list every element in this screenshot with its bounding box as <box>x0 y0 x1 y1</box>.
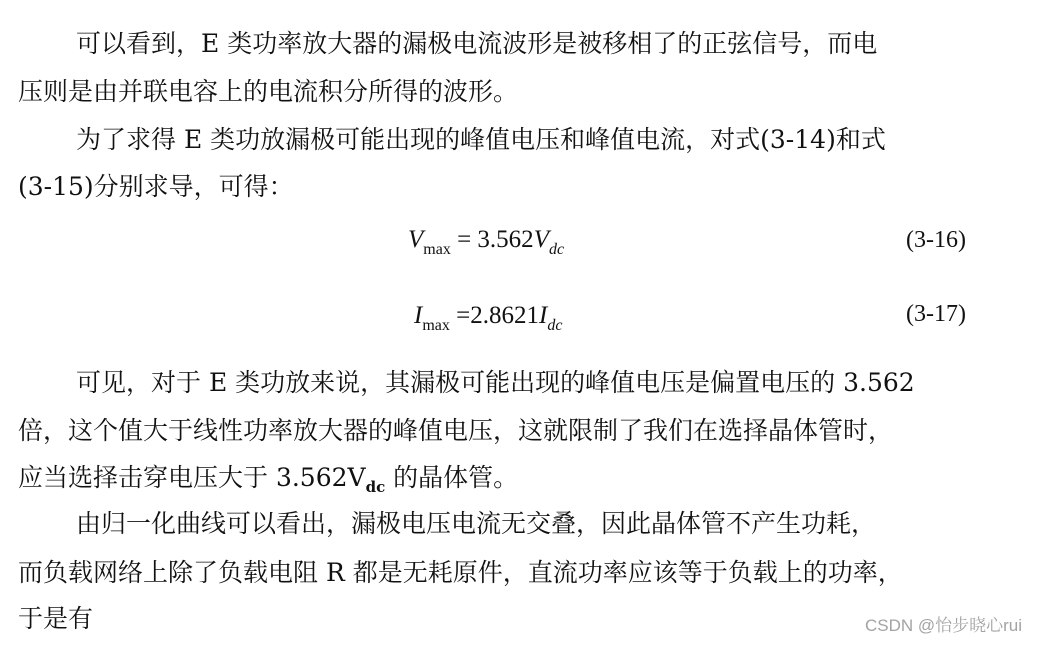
equation-imax-sub: max <box>422 317 450 334</box>
paragraph-4-line-3: 于是有 <box>18 604 94 633</box>
paragraph-4-line-2: 而负载网络上除了负载电阻 R 都是无耗原件，直流功率应该等于负载上的功率， <box>18 558 903 587</box>
paragraph-1-line-2: 压则是由并联电容上的电流积分所得的波形。 <box>18 77 519 106</box>
equation-vmax <box>408 224 564 259</box>
equation-number-3-16: (3-16) <box>906 227 966 253</box>
equation-number-3-17: (3-17) <box>906 301 966 327</box>
paragraph-2-line-1: 为了求得 E 类功放漏极可能出现的峰值电压和峰值电流，对式(3-14)和式 <box>76 125 886 154</box>
paragraph-1-line-1: 可以看到，E 类功率放大器的漏极电流波形是被移相了的正弦信号，而电 <box>76 29 878 58</box>
equation-vmax-rhs-sub: dc <box>548 241 565 258</box>
paragraph-3-line-3 <box>18 462 518 497</box>
csdn-watermark: CSDN @怡步晓心rui <box>864 616 1022 635</box>
paragraph-3-line-3-subscript: dc <box>365 478 386 496</box>
paragraph-3-line-2: 倍，这个值大于线性功率放大器的峰值电压，这就限制了我们在选择晶体管时， <box>18 416 894 445</box>
paragraph-4-line-1: 由归一化曲线可以看出，漏极电压电流无交叠，因此晶体管不产生功耗， <box>76 509 877 538</box>
equation-vmax-rhs-var: V <box>533 226 549 253</box>
equation-vmax-rhs: = 3.562 <box>450 226 534 253</box>
equation-imax-rhs: =2.8621 <box>449 302 539 329</box>
equation-vmax-var: V <box>408 226 424 253</box>
equation-imax-var: I <box>414 302 423 329</box>
equation-imax-rhs-sub: dc <box>547 317 563 334</box>
paragraph-3-line-3-before: 应当选择击穿电压大于 3.562V <box>18 463 366 492</box>
paragraph-2-line-2: (3-15)分别求导，可得： <box>18 172 294 201</box>
paragraph-3-line-3-after: 的晶体管。 <box>385 463 519 492</box>
equation-vmax-sub: max <box>423 241 451 258</box>
equation-imax-rhs-var: I <box>538 302 548 329</box>
equation-imax <box>414 300 562 335</box>
paragraph-3-line-1: 可见，对于 E 类功放来说，其漏极可能出现的峰值电压是偏置电压的 3.562 <box>76 368 915 397</box>
